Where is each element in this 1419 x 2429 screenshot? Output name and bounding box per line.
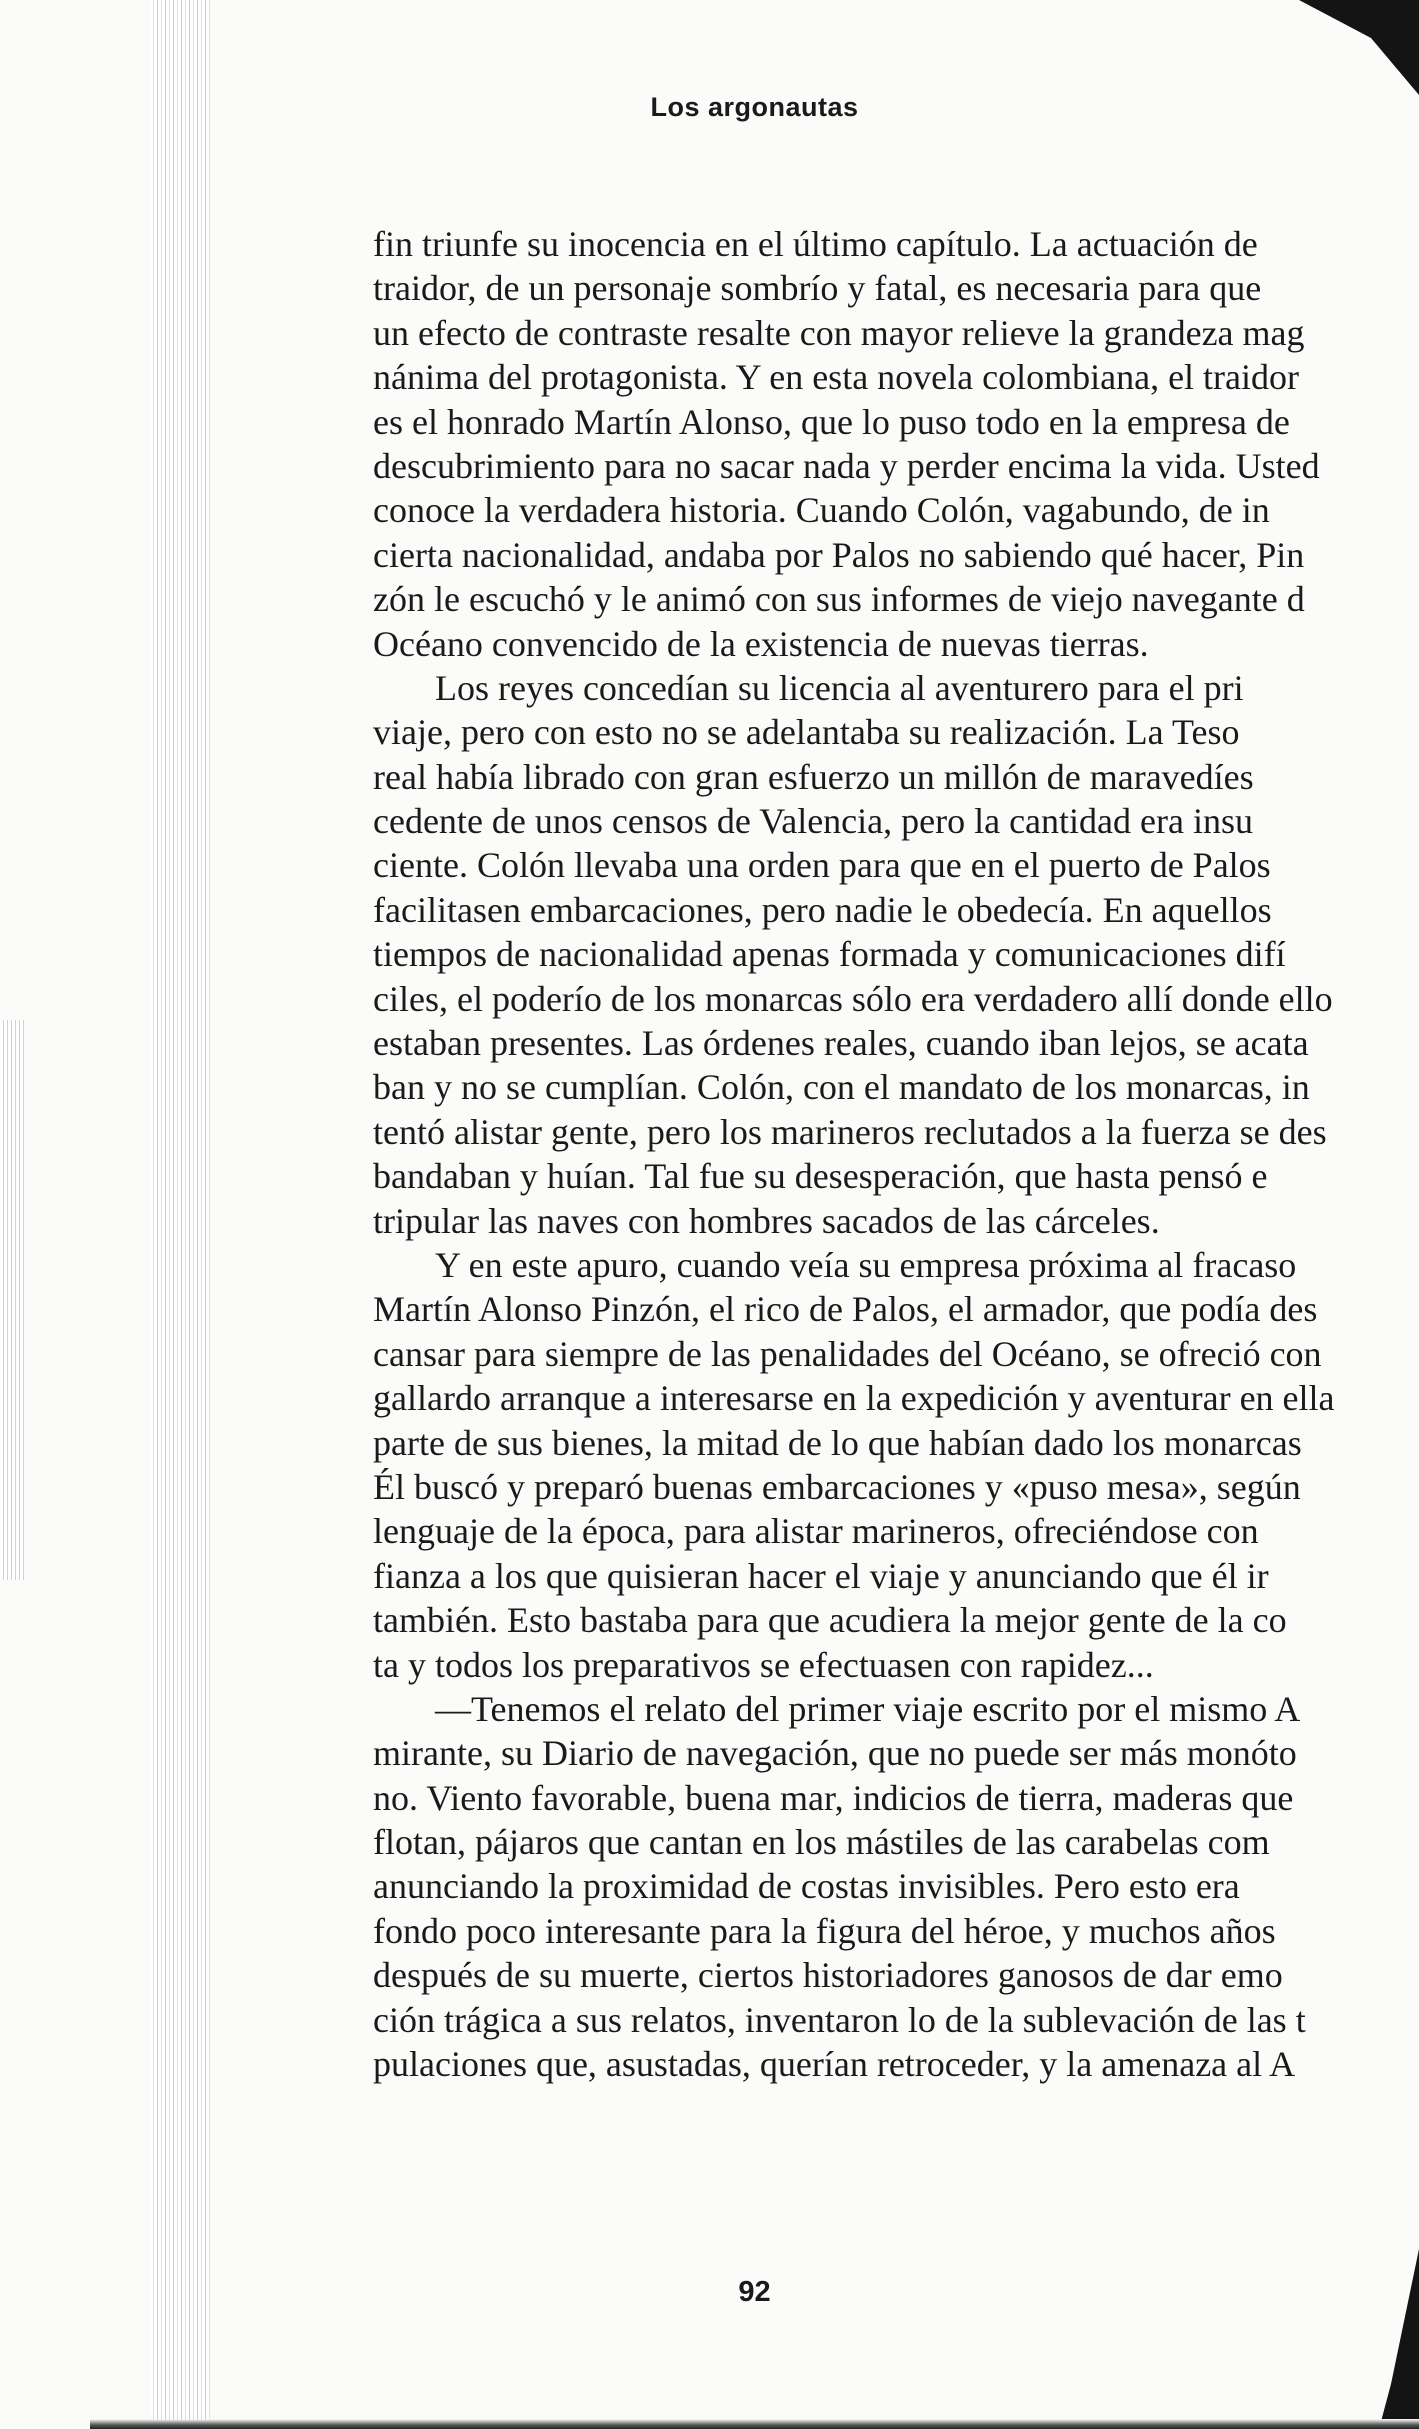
- text-line: ta y todos los preparativos se efectuasen con rapidez...: [373, 1644, 1154, 1685]
- text-line: ban y no se cumplían. Colón, con el mandato de los monarcas, in: [373, 1067, 1310, 1108]
- text-line: cedente de unos censos de Valencia, pero la cantidad era insu: [373, 801, 1253, 842]
- page-curl-top-right: [1299, 0, 1419, 95]
- text-line: nánima del protagonista. Y en esta novela colombiana, el traidor: [373, 357, 1300, 398]
- text-line: traidor, de un personaje sombrío y fatal, es necesaria para que: [373, 268, 1262, 309]
- text-line: cansar para siempre de las penalidades del Océano, se ofreció con: [373, 1333, 1322, 1374]
- text-line: tentó alistar gente, pero los marineros reclutados a la fuerza se des: [373, 1111, 1327, 1152]
- text-line: facilitasen embarcaciones, pero nadie le obedecía. En aquellos: [373, 889, 1272, 930]
- page-number: 92: [738, 2276, 771, 2308]
- text-line: parte de sus bienes, la mitad de lo que habían dado los monarcas: [373, 1422, 1302, 1463]
- running-title: Los argonautas: [650, 92, 859, 122]
- text-line: real había librado con gran esfuerzo un millón de maravedíes: [373, 756, 1254, 797]
- text-line: —Tenemos el relato del primer viaje escrito por el mismo A: [435, 1688, 1301, 1729]
- text-line: es el honrado Martín Alonso, que lo puso todo en la empresa de: [373, 401, 1290, 442]
- binding-edge-left: [0, 1020, 24, 1580]
- binding-shadow: [150, 0, 210, 2429]
- text-line: Los reyes concedían su licencia al aventurero para el pri: [435, 667, 1244, 708]
- text-line: Y en este apuro, cuando veía su empresa próxima al fracaso: [435, 1244, 1297, 1285]
- text-line: después de su muerte, ciertos historiadores ganosos de dar emo: [373, 1955, 1283, 1996]
- text-line: fondo poco interesante para la figura del héroe, y muchos años: [373, 1910, 1276, 1951]
- text-line: Océano convencido de la existencia de nuevas tierras.: [373, 623, 1149, 664]
- text-line: flotan, pájaros que cantan en los mástiles de las carabelas com: [373, 1822, 1270, 1863]
- text-line: anunciando la proximidad de costas invisibles. Pero esto era: [373, 1866, 1240, 1907]
- text-line: tiempos de nacionalidad apenas formada y comunicaciones difí: [373, 934, 1286, 975]
- text-line: un efecto de contraste resalte con mayor relieve la grandeza mag: [373, 312, 1305, 353]
- text-line: bandaban y huían. Tal fue su desesperación, que hasta pensó e: [373, 1156, 1268, 1197]
- text-line: conoce la verdadera historia. Cuando Colón, vagabundo, de in: [373, 490, 1270, 531]
- text-line: ciente. Colón llevaba una orden para que en el puerto de Palos: [373, 845, 1271, 886]
- text-line: mirante, su Diario de navegación, que no puede ser más monóto: [373, 1733, 1297, 1774]
- text-line: no. Viento favorable, buena mar, indicios de tierra, maderas que: [373, 1777, 1294, 1818]
- text-line: zón le escuchó y le animó con sus informes de viejo navegante d: [373, 579, 1305, 620]
- text-line: descubrimiento para no sacar nada y perder encima la vida. Usted: [373, 445, 1320, 486]
- paragraph: [373, 666, 1378, 1243]
- text-line: viaje, pero con esto no se adelantaba su realización. La Teso: [373, 712, 1240, 753]
- text-line: fin triunfe su inocencia en el último capítulo. La actuación de: [373, 224, 1258, 264]
- text-line: Martín Alonso Pinzón, el rico de Palos, el armador, que podía des: [373, 1289, 1318, 1330]
- text-line: gallardo arranque a interesarse en la expedición y aventurar en ella: [373, 1378, 1335, 1419]
- paragraph: [373, 1687, 1378, 2087]
- text-line: fianza a los que quisieran hacer el viaje y anunciando que él ir: [373, 1555, 1269, 1596]
- paragraph: [373, 1243, 1378, 1687]
- text-line: lenguaje de la época, para alistar marineros, ofreciéndose con: [373, 1511, 1259, 1552]
- page-bottom-edge: [90, 2419, 1419, 2429]
- text-line: cierta nacionalidad, andaba por Palos no sabiendo qué hacer, Pin: [373, 534, 1305, 575]
- paragraph: [373, 222, 1378, 666]
- text-line: pulaciones que, asustadas, querían retroceder, y la amenaza al A: [373, 2044, 1296, 2085]
- body-text: [373, 222, 1378, 2086]
- text-line: ciles, el poderío de los monarcas sólo era verdadero allí donde ello: [373, 978, 1333, 1019]
- text-line: Él buscó y preparó buenas embarcaciones y «puso mesa», según: [373, 1466, 1301, 1507]
- text-line: ción trágica a sus relatos, inventaron lo de la sublevación de las t: [373, 1999, 1306, 2040]
- text-line: también. Esto bastaba para que acudiera la mejor gente de la co: [373, 1600, 1287, 1641]
- text-line: tripular las naves con hombres sacados de las cárceles.: [373, 1200, 1160, 1241]
- text-line: estaban presentes. Las órdenes reales, cuando iban lejos, se acata: [373, 1023, 1309, 1064]
